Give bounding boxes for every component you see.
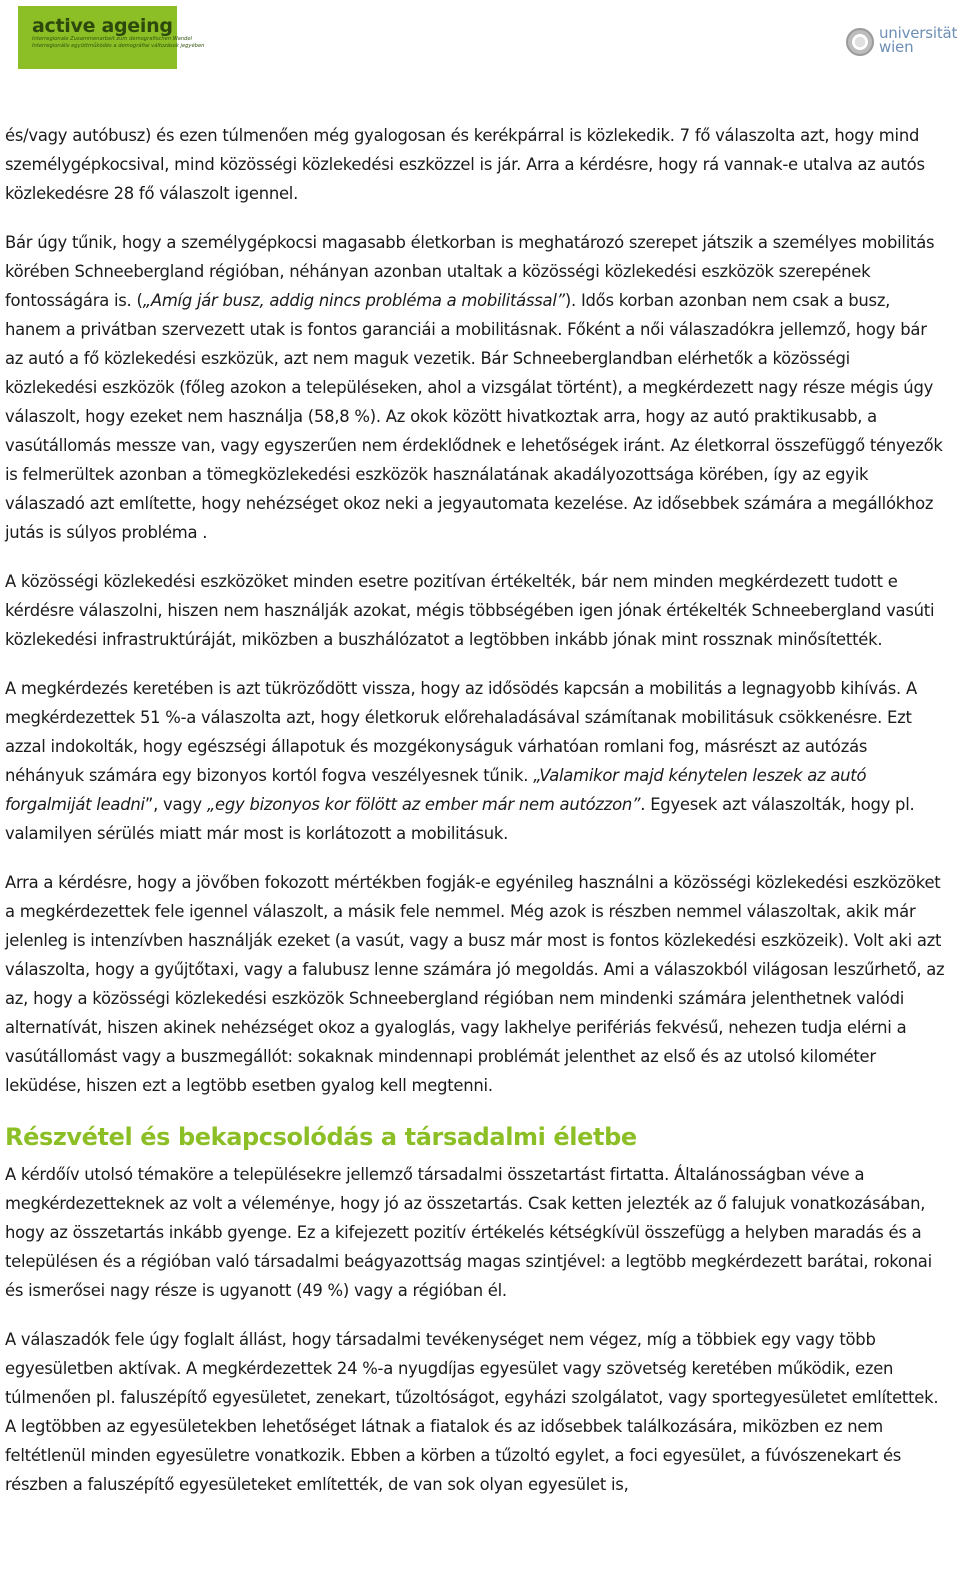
universitaet-wien-logo — [846, 26, 956, 62]
paragraph-2-quote: „Amíg jár busz, addig nincs probléma a mobilitással” — [142, 291, 565, 310]
active-ageing-logo — [18, 6, 205, 69]
logo-subtitle-hu: Interregionális együttműködés a demográfiai változások jegyében — [32, 43, 205, 49]
paragraph-4-quote-1: „Valamikor majd kénytelen leszek az autó forgalmiját leadni — [5, 766, 867, 814]
university-name-line2: wien — [879, 38, 914, 56]
paragraph-4-text-c: . Egyesek azt válaszolták, hogy pl. valamilyen sérülés miatt már most is korlátozott a mobilitásuk. — [5, 795, 915, 843]
paragraph-2-text-a: Bár úgy tűnik, hogy a személygépkocsi magasabb életkorban is meghatározó szerepet játszik a személyes mobilitás körében Schneebergland régióban, néhányan azonban utaltak a közösségi közlekedési eszközök szerepének fontosságára is. ( — [5, 233, 935, 310]
paragraph-2 — [5, 228, 945, 547]
paragraph-3: A közösségi közlekedési eszközöket minden esetre pozitívan értékelték, bár nem minden megkérdezett tudott e kérdésre válaszolni, hiszen nem használják azokat, mégis többségében igen jónak értékelték Schneebergland vasúti közlekedési infrastruktúráját, miközben a buszhálózatot a legtöbben inkább jónak mint rossznak minősítették. — [5, 572, 935, 649]
paragraph-4-quote-2: „egy bizonyos kor fölött az ember már nem autózzon” — [206, 795, 641, 814]
paragraph-7: A válaszadók fele úgy foglalt állást, hogy társadalmi tevékenységet nem végez, míg a többiek egy vagy több egyesületben aktívak. A megkérdezettek 24 %-a nyugdíjas egyesület vagy szövetség keretében működik, ezen túlmenően pl. faluszépítő egyesületet, zenekart, tűzoltóságot, egyházi szolgálatot, vagy sportegyesületet említettek. A legtöbben az egyesületekben lehetőséget látnak a fiatalok és az idősebbek találkozására, miközben ez nem feltétlenül minden egyesületre vonatkozik. Ebben a körben a tűzoltó egylet, a foci egyesület, a fúvószenekart és részben a faluszépítő egyesületeket említették, de van sok olyan egyesület is, — [5, 1330, 939, 1494]
paragraph-2-text-b: ). Idős korban azonban nem csak a busz, hanem a privátban szervezett utak is fontos garanciái a mobilitásnak. Főként a női válaszadókra jellemző, hogy bár az autó a fő közlekedési eszközük, azt nem maguk vezetik. Bár Schneeberglandban elérhetők a közösségi közlekedési eszközök (főleg azokon a településeken, ahol a vizsgálat történt), a megkérdezett nagy része mégis úgy válaszolt, hogy ezeket nem használja (58,8 %). Az okok között hivatkoztak arra, hogy az autó praktikusabb, a vasútállomás messze van, vagy egyszerűen nem érdeklődnek e lehetőségek iránt. Az életkorral összefüggő tényezők is felmerültek azonban a tömegközlekedési eszközök használatának akadályozottsága körében, így az egyik válaszadó azt említette, hogy nehézséget okoz neki a jegyautomata kezelése. Az idősebbek számára a megállókhoz jutás is súlyos probléma . — [5, 291, 943, 542]
page-header — [0, 0, 960, 90]
paragraph-4-text-a: A megkérdezés keretében is azt tükröződött vissza, hogy az idősödés kapcsán a mobilitás a legnagyobb kihívás. A megkérdezettek 51 %-a válaszolta azt, hogy életkoruk előrehaladásával számítanak mobilitásuk csökkenésre. Ezt azzal indokolták, hogy egészségi állapotuk és mozgékonyságuk várhatóan romlani fog, másrészt az autózás néhányuk számára egy bizonyos kortól fogva veszélyesnek tűnik. — [5, 679, 917, 785]
paragraph-5: Arra a kérdésre, hogy a jövőben fokozott mértékben fogják-e egyénileg használni a közösségi közlekedési eszközöket a megkérdezettek fele igennel válaszolt, a másik fele nemmel. Még azok is részben nemmel válaszoltak, akik már jelenleg is intenzívben használják ezeket (a vasút, vagy a busz már most is fontos közlekedési eszközeik). Volt aki azt válaszolta, hogy a gyűjtőtaxi, vagy a falubusz lenne számára jó megoldás. Ami a válaszokból világosan leszűrhető, az az, hogy a közösségi közlekedési eszközök Schneebergland régióban nem mindenki számára jelenthetnek valódi alternatívát, hiszen akinek nehézséget okoz a gyaloglás, vagy lakhelye perifériás fekvésű, nehezen tudja elérni a vasútállomást vagy a buszmegállót: sokaknak mindennapi problémát jelenthet az első és az utolsó kilométer leküdése, hiszen ezt a legtöbb esetben gyalog kell megtenni. — [5, 873, 945, 1095]
university-name-line1: universität — [879, 24, 958, 42]
paragraph-1: és/vagy autóbusz) és ezen túlmenően még gyalogosan és kerékpárral is közlekedik. 7 fő válaszolta azt, hogy mind személygépkocsival, mind közösségi közlekedési eszközzel is jár. Arra a kérdésre, hogy rá vannak-e utalva az autós közlekedésre 28 fő válaszolt igennel. — [5, 126, 925, 203]
paragraph-4-text-b: ”, vagy — [144, 795, 207, 814]
university-seal-icon — [846, 28, 874, 56]
paragraph-4 — [5, 674, 945, 848]
section-heading: Részvétel és bekapcsolódás a társadalmi életbe — [5, 1123, 637, 1151]
logo-title: active ageing — [32, 15, 173, 37]
university-name — [879, 26, 957, 54]
document-body — [5, 121, 945, 1519]
paragraph-6: A kérdőív utolsó témaköre a településekre jellemző társadalmi összetartást firtatta. Általánosságban véve a megkérdezetteknek az volt a véleménye, hogy jó az összetartás. Csak ketten jelezték az ő falujuk vonatkozásában, hogy az összetartás inkább gyenge. Ez a kifejezett pozitív értékelés kétségkívül összefügg a helyben maradás és a településen és a régióban való társadalmi beágyazottság magas szintjével: a legtöbb megkérdezett barátai, rokonai és ismerősei nagy része is ugyanott (49 %) vagy a régióban él. — [5, 1165, 932, 1300]
logo-subtitle-de: Interregionale Zusammenarbeit zum demografischen Wandel — [32, 36, 192, 42]
